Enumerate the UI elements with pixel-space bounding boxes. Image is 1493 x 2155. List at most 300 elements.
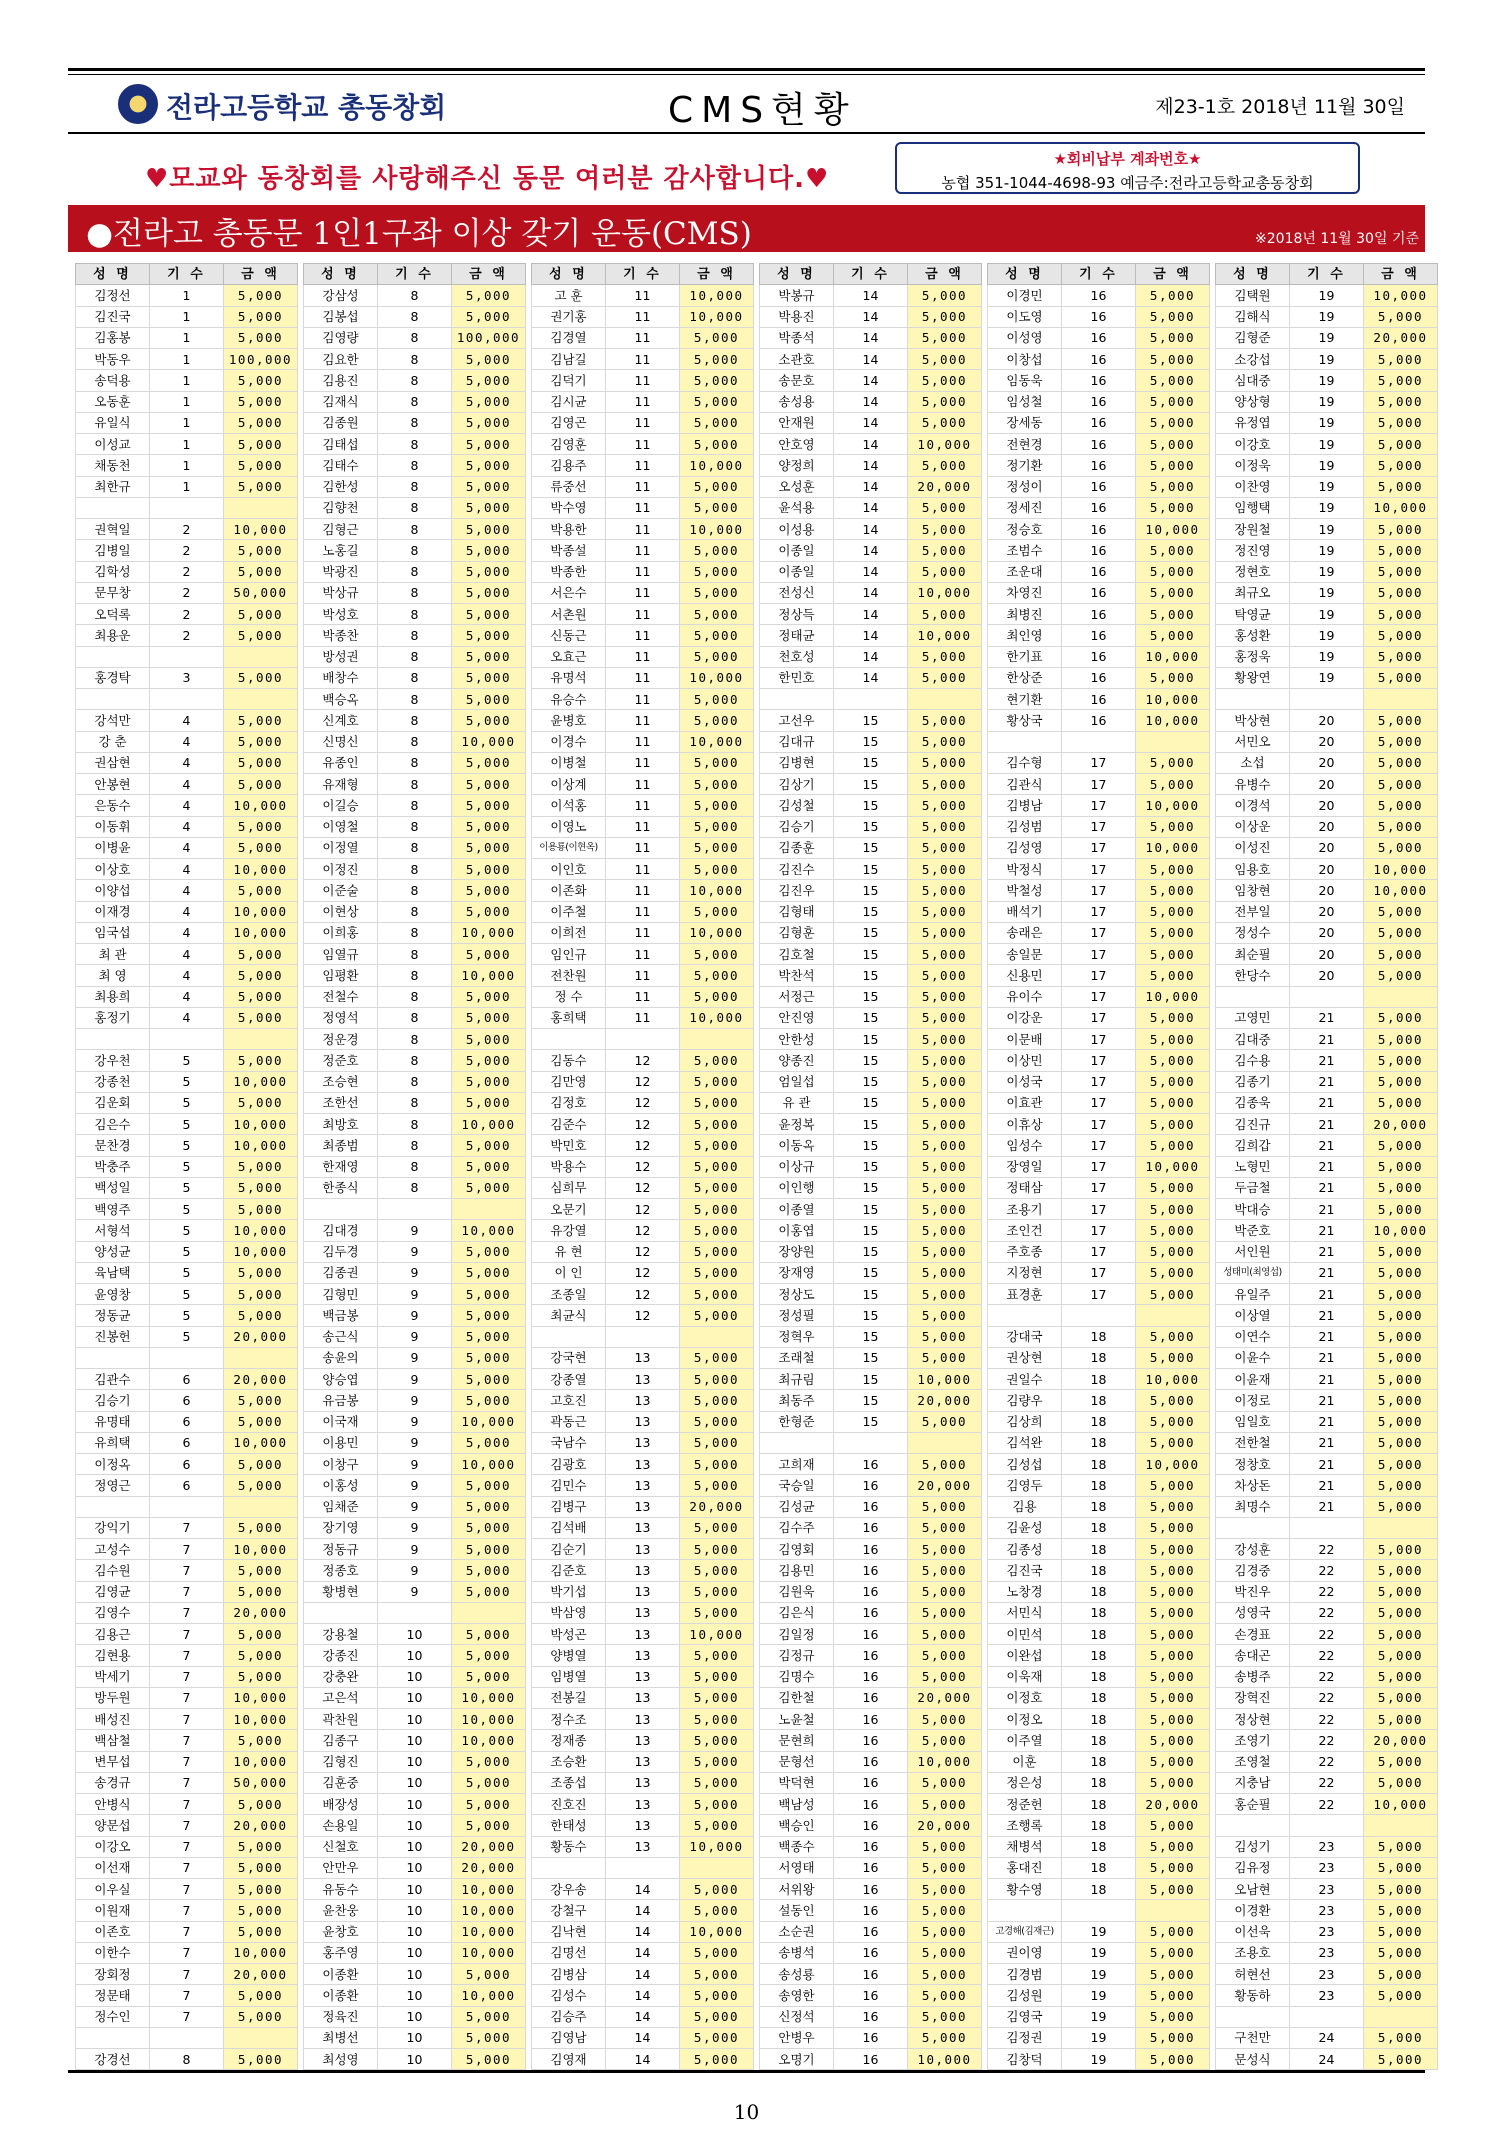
member-amount: 5,000 — [1364, 1007, 1438, 1028]
member-amount: 5,000 — [224, 2049, 298, 2070]
member-amount: 5,000 — [452, 646, 526, 667]
member-amount: 5,000 — [908, 1857, 982, 1878]
member-generation: 4 — [150, 880, 224, 901]
member-name: 유재형 — [304, 774, 378, 795]
member-name: 이주철 — [532, 901, 606, 922]
member-name: 박종설 — [532, 540, 606, 561]
member-name: 전성신 — [760, 582, 834, 603]
member-name: 장세동 — [988, 412, 1062, 433]
table-row — [988, 1220, 1210, 1241]
member-generation: 7 — [150, 1602, 224, 1623]
member-name: 서형석 — [76, 1220, 150, 1241]
member-amount: 5,000 — [908, 1305, 982, 1326]
member-amount: 5,000 — [908, 774, 982, 795]
member-generation: 15 — [834, 816, 908, 837]
member-amount: 50,000 — [224, 1772, 298, 1793]
table-row — [1216, 1156, 1438, 1177]
member-name: 최동주 — [760, 1390, 834, 1411]
member-name: 고선우 — [760, 710, 834, 731]
table-row — [1216, 306, 1438, 327]
table-row — [76, 519, 298, 540]
member-generation: 13 — [606, 1709, 680, 1730]
reference-date: ※2018년 11월 30일 기준 — [1255, 228, 1419, 248]
member-amount: 5,000 — [224, 965, 298, 986]
table-row — [1216, 922, 1438, 943]
table-row — [532, 625, 754, 646]
member-amount: 5,000 — [1364, 476, 1438, 497]
member-generation: 16 — [1062, 370, 1136, 391]
member-amount: 5,000 — [680, 1156, 754, 1177]
member-name — [76, 2027, 150, 2048]
member-name: 류중선 — [532, 476, 606, 497]
member-generation — [1290, 986, 1364, 1007]
member-generation: 13 — [606, 1666, 680, 1687]
page-header — [68, 80, 1425, 130]
member-generation: 13 — [606, 1836, 680, 1857]
member-amount: 5,000 — [1136, 1730, 1210, 1751]
table-row — [760, 667, 982, 688]
table-row — [304, 1241, 526, 1262]
member-name: 유 현 — [532, 1241, 606, 1262]
member-name: 고은석 — [304, 1687, 378, 1708]
table-row — [532, 922, 754, 943]
member-generation: 20 — [1290, 965, 1364, 986]
member-amount: 5,000 — [224, 604, 298, 625]
member-amount: 5,000 — [224, 1921, 298, 1942]
member-generation: 21 — [1290, 1454, 1364, 1475]
table-row — [532, 1007, 754, 1028]
member-name: 안봉현 — [76, 774, 150, 795]
table-row — [988, 497, 1210, 518]
member-amount: 5,000 — [452, 795, 526, 816]
table-row — [1216, 1879, 1438, 1900]
member-generation: 8 — [378, 880, 452, 901]
member-generation — [150, 1347, 224, 1368]
member-name: 김종권 — [304, 1262, 378, 1283]
member-name: 김형준 — [1216, 327, 1290, 348]
member-amount: 5,000 — [680, 752, 754, 773]
table-row — [304, 944, 526, 965]
member-amount: 5,000 — [224, 327, 298, 348]
member-amount: 5,000 — [1364, 2049, 1438, 2070]
member-amount: 5,000 — [908, 1156, 982, 1177]
member-generation: 8 — [378, 391, 452, 412]
member-name: 이도영 — [988, 306, 1062, 327]
member-generation — [1290, 1815, 1364, 1836]
member-name: 김대경 — [304, 1220, 378, 1241]
member-generation: 21 — [1290, 1114, 1364, 1135]
table-row — [76, 944, 298, 965]
member-name: 이인행 — [760, 1177, 834, 1198]
table-row — [76, 391, 298, 412]
member-name: 채동천 — [76, 455, 150, 476]
member-generation: 5 — [150, 1135, 224, 1156]
member-name: 오문기 — [532, 1199, 606, 1220]
table-row — [1216, 1199, 1438, 1220]
member-amount: 5,000 — [908, 349, 982, 370]
table-header-row — [532, 264, 754, 285]
member-amount: 5,000 — [1364, 1454, 1438, 1475]
member-name: 백영주 — [76, 1199, 150, 1220]
member-generation: 22 — [1290, 1730, 1364, 1751]
table-row — [76, 1092, 298, 1113]
table-row — [76, 986, 298, 1007]
member-name: 이동옥 — [760, 1135, 834, 1156]
member-generation: 19 — [1290, 306, 1364, 327]
member-name: 유병수 — [1216, 774, 1290, 795]
table-row — [532, 434, 754, 455]
member-generation: 21 — [1290, 1199, 1364, 1220]
member-generation: 15 — [834, 1241, 908, 1262]
table-row — [532, 1964, 754, 1985]
member-amount: 10,000 — [680, 1836, 754, 1857]
member-generation: 11 — [606, 689, 680, 710]
member-amount: 5,000 — [1136, 667, 1210, 688]
member-generation: 4 — [150, 1007, 224, 1028]
member-generation: 16 — [834, 1942, 908, 1963]
member-name: 김상희 — [988, 1411, 1062, 1432]
member-amount: 5,000 — [1136, 1029, 1210, 1050]
member-name: 설동인 — [760, 1900, 834, 1921]
member-name: 김성범 — [988, 816, 1062, 837]
member-amount: 5,000 — [1136, 604, 1210, 625]
member-amount: 5,000 — [1136, 1772, 1210, 1793]
member-amount: 5,000 — [1136, 922, 1210, 943]
table-row — [76, 1369, 298, 1390]
table-row — [760, 1645, 982, 1666]
member-generation: 16 — [1062, 625, 1136, 646]
member-generation — [834, 689, 908, 710]
member-name: 강 춘 — [76, 731, 150, 752]
member-generation: 7 — [150, 1560, 224, 1581]
member-generation: 9 — [378, 1305, 452, 1326]
member-name: 한태성 — [532, 1815, 606, 1836]
table-row — [304, 519, 526, 540]
member-generation: 15 — [834, 752, 908, 773]
member-amount: 5,000 — [1136, 1390, 1210, 1411]
member-amount: 5,000 — [680, 1369, 754, 1390]
member-name: 백성일 — [76, 1177, 150, 1198]
member-generation: 8 — [378, 774, 452, 795]
member-generation: 11 — [606, 625, 680, 646]
member-generation: 17 — [1062, 1050, 1136, 1071]
member-name: 주호종 — [988, 1241, 1062, 1262]
member-amount: 5,000 — [1136, 1114, 1210, 1135]
member-amount: 5,000 — [452, 1092, 526, 1113]
member-amount: 5,000 — [452, 752, 526, 773]
member-generation: 8 — [378, 986, 452, 1007]
table-row — [760, 1560, 982, 1581]
table-row — [532, 1900, 754, 1921]
member-generation: 22 — [1290, 1645, 1364, 1666]
member-name: 홍경탁 — [76, 667, 150, 688]
member-generation: 18 — [1062, 1624, 1136, 1645]
member-amount: 5,000 — [224, 540, 298, 561]
member-amount — [1136, 1900, 1210, 1921]
member-name: 이 인 — [532, 1262, 606, 1283]
table-row — [76, 1199, 298, 1220]
member-amount: 5,000 — [908, 1092, 982, 1113]
member-name: 김일정 — [760, 1624, 834, 1645]
member-name: 서인원 — [1216, 1241, 1290, 1262]
member-generation: 19 — [1290, 434, 1364, 455]
table-row — [1216, 1369, 1438, 1390]
member-amount: 5,000 — [452, 1666, 526, 1687]
member-amount: 5,000 — [224, 412, 298, 433]
member-amount: 5,000 — [452, 497, 526, 518]
table-row — [304, 285, 526, 306]
member-name: 이성영 — [988, 327, 1062, 348]
table-row — [76, 1390, 298, 1411]
member-generation: 14 — [606, 2006, 680, 2027]
member-generation: 8 — [378, 455, 452, 476]
table-row — [1216, 1241, 1438, 1262]
member-amount: 5,000 — [1364, 965, 1438, 986]
member-name: 박준호 — [1216, 1220, 1290, 1241]
member-amount: 5,000 — [224, 1517, 298, 1538]
member-name: 장양원 — [760, 1241, 834, 1262]
member-name: 엄일섭 — [760, 1071, 834, 1092]
member-name: 이희전 — [532, 922, 606, 943]
member-amount: 5,000 — [452, 1751, 526, 1772]
table-row — [304, 1517, 526, 1538]
member-amount: 10,000 — [224, 1687, 298, 1708]
member-name: 노형민 — [1216, 1156, 1290, 1177]
member-name: 오남현 — [1216, 1879, 1290, 1900]
member-generation: 21 — [1290, 1135, 1364, 1156]
member-name: 전현경 — [988, 434, 1062, 455]
member-generation: 11 — [606, 327, 680, 348]
member-amount: 20,000 — [1364, 1730, 1438, 1751]
member-generation: 16 — [1062, 434, 1136, 455]
member-amount: 5,000 — [680, 540, 754, 561]
table-row — [1216, 1666, 1438, 1687]
member-name: 임행택 — [1216, 497, 1290, 518]
table-row — [1216, 412, 1438, 433]
member-name: 김영훈 — [532, 434, 606, 455]
member-name: 손경표 — [1216, 1624, 1290, 1645]
member-generation: 6 — [150, 1454, 224, 1475]
table-row — [304, 1687, 526, 1708]
member-amount: 5,000 — [1136, 540, 1210, 561]
member-amount — [452, 1199, 526, 1220]
member-generation: 5 — [150, 1092, 224, 1113]
member-generation: 17 — [1062, 1241, 1136, 1262]
member-amount: 5,000 — [680, 901, 754, 922]
table-row — [76, 774, 298, 795]
member-amount: 20,000 — [224, 1602, 298, 1623]
member-name: 권기홍 — [532, 306, 606, 327]
table-row — [1216, 1772, 1438, 1793]
member-amount: 5,000 — [680, 561, 754, 582]
table-row — [988, 1199, 1210, 1220]
member-name: 이성교 — [76, 434, 150, 455]
member-name: 황병현 — [304, 1581, 378, 1602]
member-generation: 7 — [150, 1921, 224, 1942]
member-amount: 5,000 — [908, 1347, 982, 1368]
member-generation: 11 — [606, 752, 680, 773]
member-generation: 10 — [378, 2027, 452, 2048]
member-amount: 5,000 — [680, 1050, 754, 1071]
table-row — [760, 1262, 982, 1283]
member-amount: 10,000 — [452, 731, 526, 752]
table-row — [76, 370, 298, 391]
member-amount: 20,000 — [224, 1369, 298, 1390]
member-generation: 2 — [150, 582, 224, 603]
member-name: 정동규 — [304, 1539, 378, 1560]
member-generation: 16 — [834, 1687, 908, 1708]
member-generation: 23 — [1290, 1985, 1364, 2006]
table-row — [988, 625, 1210, 646]
table-row — [760, 1879, 982, 1900]
member-name — [988, 731, 1062, 752]
member-amount: 5,000 — [680, 986, 754, 1007]
member-name: 신철호 — [304, 1836, 378, 1857]
member-amount: 5,000 — [1364, 1985, 1438, 2006]
member-generation: 21 — [1290, 1432, 1364, 1453]
member-name: 김병남 — [988, 795, 1062, 816]
member-generation: 16 — [834, 1857, 908, 1878]
table-row — [304, 689, 526, 710]
member-name: 윤영창 — [76, 1284, 150, 1305]
member-amount: 5,000 — [224, 391, 298, 412]
member-generation: 16 — [1062, 582, 1136, 603]
table-row — [76, 1432, 298, 1453]
member-name: 박민호 — [532, 1135, 606, 1156]
member-generation: 21 — [1290, 1177, 1364, 1198]
member-generation — [834, 1432, 908, 1453]
member-name: 김민수 — [532, 1475, 606, 1496]
member-amount: 5,000 — [680, 1432, 754, 1453]
member-name: 김유정 — [1216, 1857, 1290, 1878]
table-row — [532, 1815, 754, 1836]
member-generation: 8 — [378, 476, 452, 497]
member-name: 박철성 — [988, 880, 1062, 901]
table-row — [988, 2049, 1210, 2070]
table-row — [988, 1539, 1210, 1560]
member-generation: 14 — [834, 540, 908, 561]
member-generation: 17 — [1062, 795, 1136, 816]
member-amount: 5,000 — [1364, 625, 1438, 646]
member-name: 김형근 — [304, 519, 378, 540]
member-generation: 8 — [378, 922, 452, 943]
member-name: 오효근 — [532, 646, 606, 667]
member-amount: 5,000 — [452, 434, 526, 455]
member-generation: 13 — [606, 1539, 680, 1560]
donor-table-column-5 — [987, 263, 1210, 2070]
member-amount: 5,000 — [1136, 1177, 1210, 1198]
member-name: 송윤의 — [304, 1347, 378, 1368]
member-name: 오동훈 — [76, 391, 150, 412]
member-amount: 5,000 — [1364, 1411, 1438, 1432]
member-generation: 2 — [150, 604, 224, 625]
table-row — [988, 1602, 1210, 1623]
member-name: 김현용 — [76, 1645, 150, 1666]
member-amount: 5,000 — [680, 965, 754, 986]
member-generation: 11 — [606, 561, 680, 582]
member-name: 최한규 — [76, 476, 150, 497]
member-generation: 15 — [834, 1092, 908, 1113]
member-name: 손용일 — [304, 1815, 378, 1836]
member-name: 고성수 — [76, 1539, 150, 1560]
member-amount: 5,000 — [224, 2006, 298, 2027]
member-name: 박대승 — [1216, 1199, 1290, 1220]
table-row — [76, 1305, 298, 1326]
member-amount: 5,000 — [1364, 1475, 1438, 1496]
member-amount: 5,000 — [1364, 455, 1438, 476]
member-name: 이홍성 — [304, 1475, 378, 1496]
member-generation: 21 — [1290, 1496, 1364, 1517]
member-amount: 5,000 — [452, 349, 526, 370]
member-name: 정육진 — [304, 2006, 378, 2027]
member-generation: 17 — [1062, 965, 1136, 986]
member-name: 황수영 — [988, 1879, 1062, 1900]
member-amount: 5,000 — [1136, 1199, 1210, 1220]
member-amount: 5,000 — [1136, 434, 1210, 455]
member-name: 김윤성 — [988, 1517, 1062, 1538]
member-name: 박용한 — [532, 519, 606, 540]
member-name: 고희재 — [760, 1454, 834, 1475]
member-generation: 17 — [1062, 1284, 1136, 1305]
member-amount: 5,000 — [224, 1284, 298, 1305]
member-name — [760, 689, 834, 710]
table-row — [76, 1454, 298, 1475]
member-name: 김영두 — [988, 1475, 1062, 1496]
member-amount: 5,000 — [224, 880, 298, 901]
member-amount: 5,000 — [680, 1985, 754, 2006]
member-generation: 14 — [834, 412, 908, 433]
member-name: 한형준 — [760, 1411, 834, 1432]
member-amount: 5,000 — [680, 1645, 754, 1666]
member-name: 이인호 — [532, 859, 606, 880]
member-name — [76, 646, 150, 667]
member-generation: 19 — [1062, 1942, 1136, 1963]
table-row — [1216, 625, 1438, 646]
member-amount: 5,000 — [908, 1942, 982, 1963]
member-name: 이상계 — [532, 774, 606, 795]
member-generation: 15 — [834, 880, 908, 901]
table-row — [760, 1390, 982, 1411]
member-amount: 5,000 — [908, 1900, 982, 1921]
table-row — [532, 1262, 754, 1283]
table-row — [304, 349, 526, 370]
member-generation: 22 — [1290, 1602, 1364, 1623]
member-name: 김수용 — [1216, 1050, 1290, 1071]
member-amount: 5,000 — [224, 1199, 298, 1220]
member-amount: 10,000 — [224, 1071, 298, 1092]
member-amount: 5,000 — [452, 1305, 526, 1326]
member-name: 강익기 — [76, 1517, 150, 1538]
member-name: 김용진 — [304, 370, 378, 391]
table-row — [304, 1432, 526, 1453]
member-amount: 10,000 — [908, 434, 982, 455]
table-row — [760, 2006, 982, 2027]
table-row — [532, 1942, 754, 1963]
member-amount: 5,000 — [1136, 1135, 1210, 1156]
table-row — [76, 412, 298, 433]
member-amount: 5,000 — [1364, 1326, 1438, 1347]
table-row — [76, 285, 298, 306]
member-amount: 5,000 — [452, 604, 526, 625]
table-row — [76, 1007, 298, 1028]
member-generation: 16 — [834, 1581, 908, 1602]
table-row — [304, 646, 526, 667]
member-name: 양상형 — [1216, 391, 1290, 412]
table-row — [988, 1964, 1210, 1985]
table-row — [1216, 816, 1438, 837]
member-amount: 5,000 — [224, 1156, 298, 1177]
member-amount: 10,000 — [452, 1709, 526, 1730]
